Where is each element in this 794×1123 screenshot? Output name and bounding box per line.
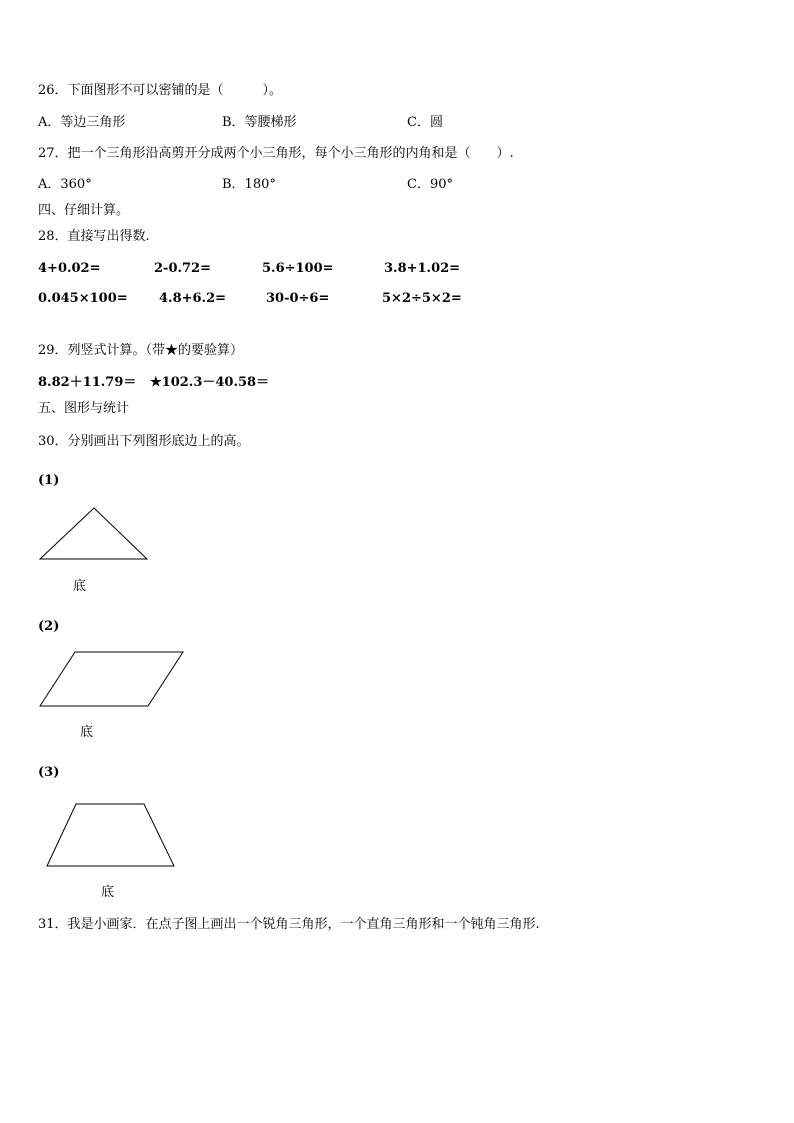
q29-item-2: ★102.3－40.58＝: [150, 375, 270, 390]
q26-stem: 26．下面图形不可以密铺的是（ ）。: [38, 83, 283, 98]
q27-stem: 27．把一个三角形沿高剪开分成两个小三角形，每个小三角形的内角和是（ ）.: [38, 146, 514, 161]
q28-r1-c2: 2-0.72=: [154, 261, 211, 276]
q29-item-1: 8.82＋11.79＝: [38, 375, 137, 390]
q27-option-b: B．180°: [222, 177, 276, 192]
figure-3-base-label: 底: [101, 885, 115, 900]
q28-r2-c1: 0.045×100=: [38, 291, 128, 306]
figure-1-base-label: 底: [73, 579, 87, 594]
q28-r1-c3: 5.6÷100=: [262, 261, 334, 276]
q26-option-b: B．等腰梯形: [222, 115, 297, 130]
section-4-heading: 四、仔细计算。: [38, 203, 130, 218]
q28-r1-c1: 4+0.02=: [38, 261, 101, 276]
q26-option-a: A．等边三角形: [38, 115, 126, 130]
q26-option-c: C．圆: [407, 115, 443, 130]
q27-option-a: A．360°: [38, 177, 92, 192]
q27-option-c: C．90°: [407, 177, 453, 192]
q28-r2-c4: 5×2÷5×2=: [382, 291, 462, 306]
q28-stem: 28．直接写出得数.: [38, 229, 150, 244]
figure-2-base-label: 底: [80, 725, 94, 740]
figure-3-label: (3): [38, 765, 60, 780]
q30-stem: 30．分别画出下列图形底边上的高。: [38, 434, 250, 449]
q31-stem: 31．我是小画家．在点子图上画出一个锐角三角形，一个直角三角形和一个钝角三角形.: [38, 917, 540, 932]
q28-r1-c4: 3.8+1.02=: [384, 261, 461, 276]
q28-r2-c3: 30-0÷6=: [266, 291, 330, 306]
figure-2-label: (2): [38, 619, 60, 634]
q29-stem: 29．列竖式计算。（带★的要验算）: [38, 343, 244, 358]
figure-1-label: (1): [38, 473, 60, 488]
section-5-heading: 五、图形与统计: [38, 401, 130, 416]
q28-r2-c2: 4.8+6.2=: [159, 291, 227, 306]
